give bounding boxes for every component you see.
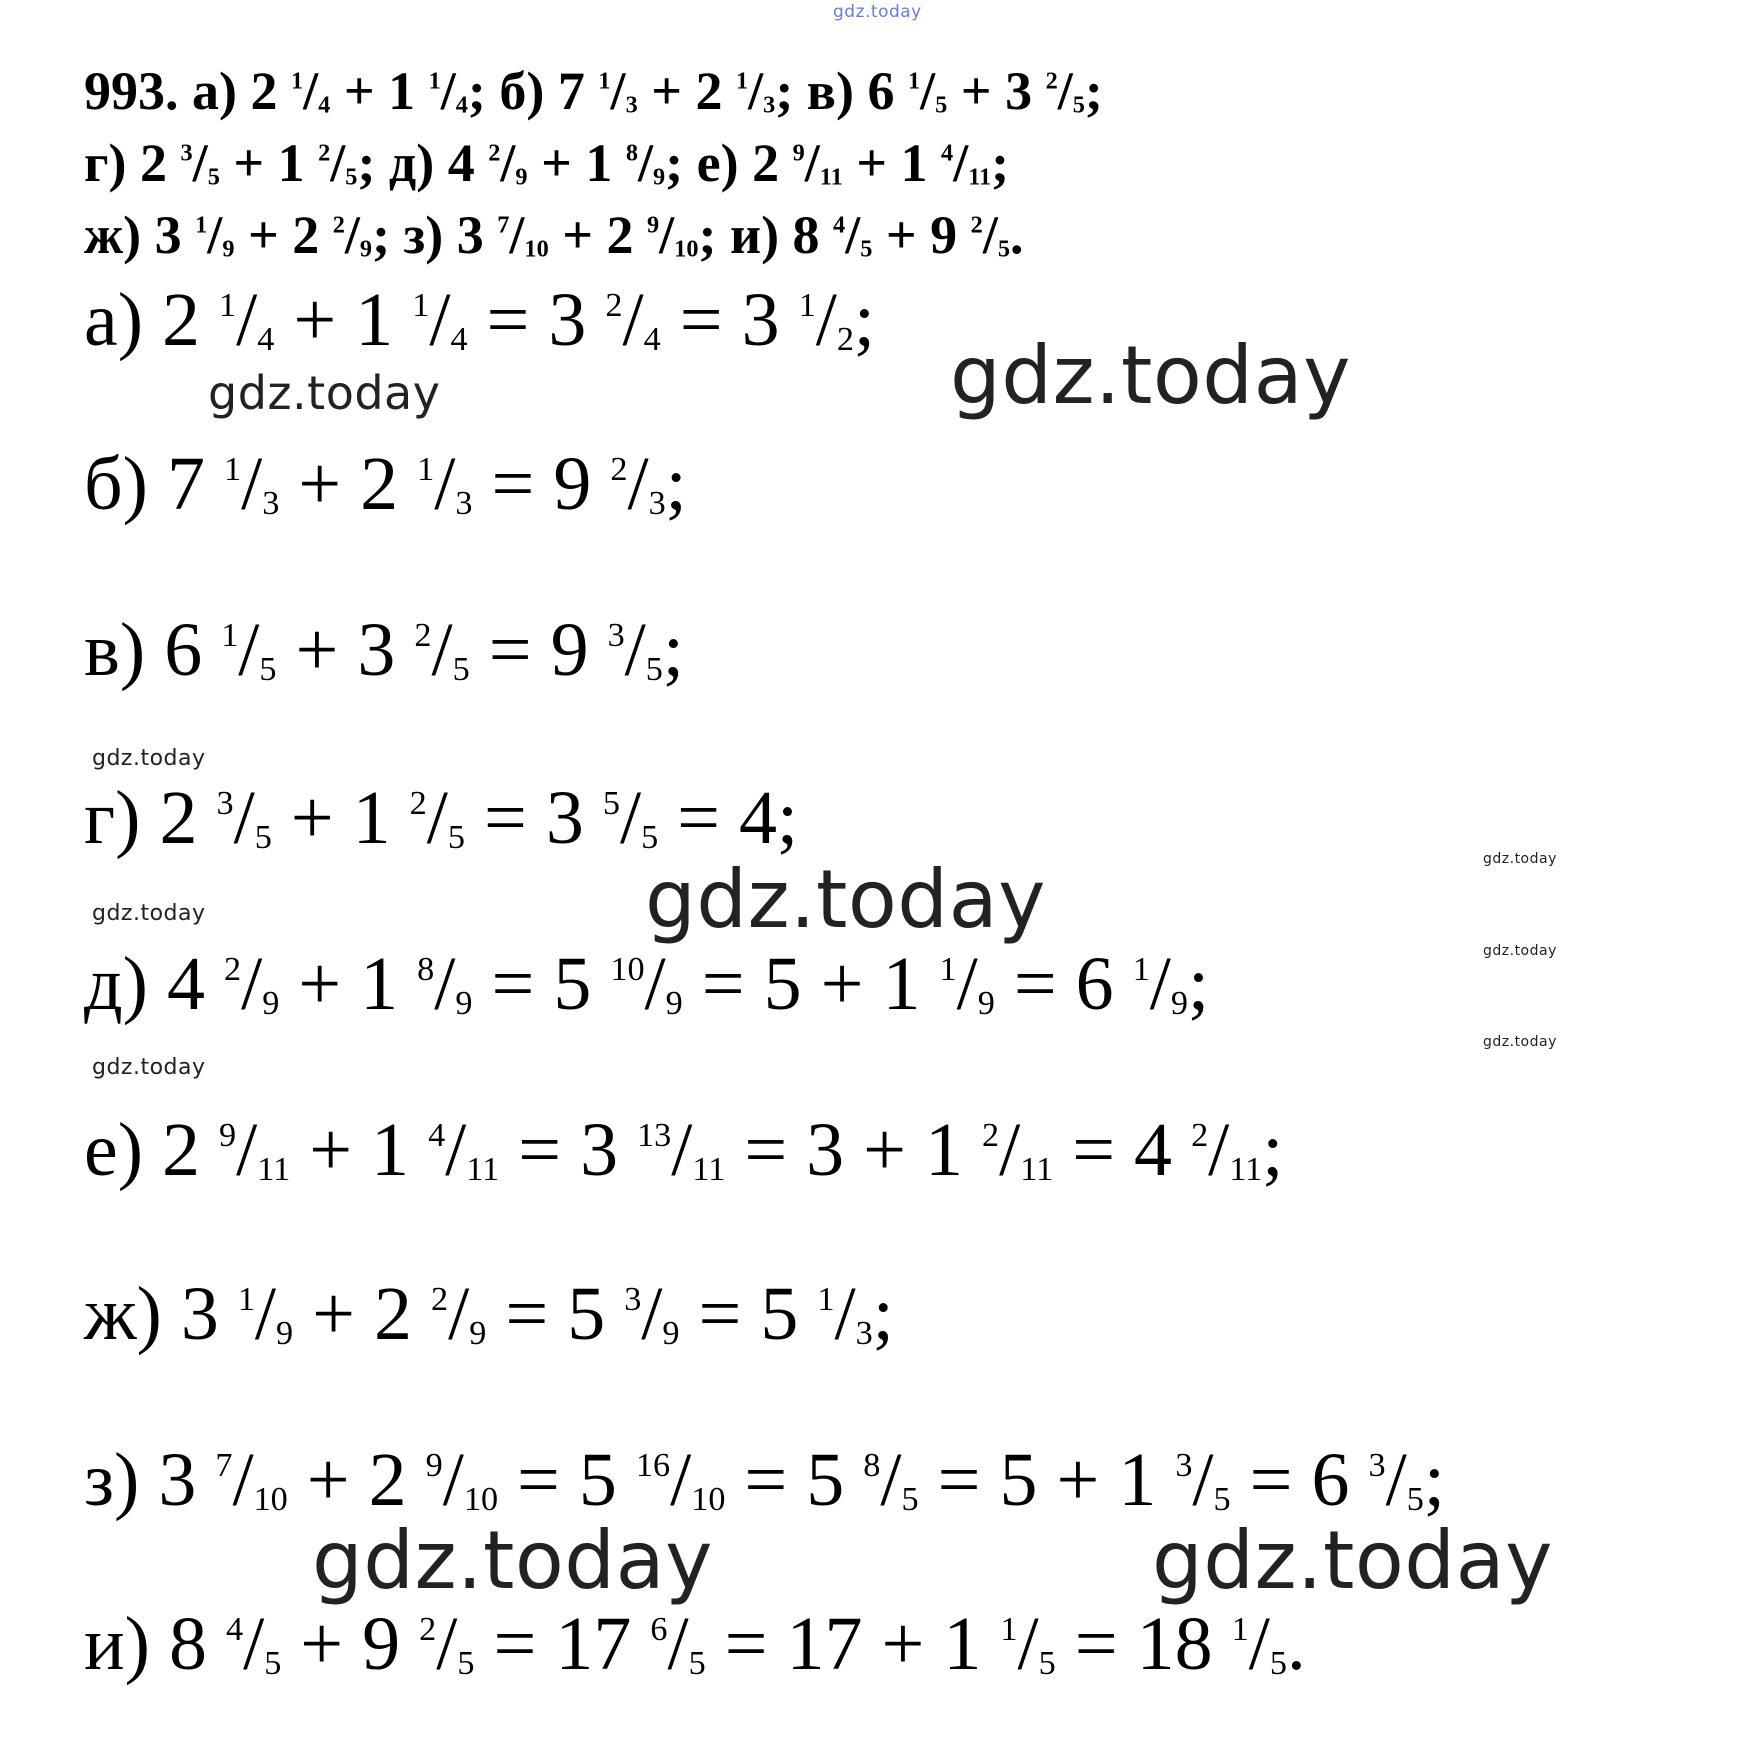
fraction-denominator: 10 <box>253 1481 288 1519</box>
fraction-slash: / <box>834 1272 856 1356</box>
fraction-numerator: 1 <box>598 67 611 95</box>
answer-i <box>84 1602 1306 1686</box>
expr-text: = 17 <box>474 1602 651 1686</box>
fraction-slash: / <box>670 1438 692 1522</box>
expr-text: б) 7 <box>84 442 224 526</box>
fraction-denominator: 9 <box>653 163 666 191</box>
fraction-slash: / <box>845 205 861 265</box>
expr-text: и) 8 <box>84 1602 226 1686</box>
expr-text: + 1 <box>279 942 418 1026</box>
task-line-3 <box>84 205 1024 265</box>
fraction-numerator: 3 <box>1175 1446 1193 1484</box>
fraction-slash: / <box>624 608 646 692</box>
fraction-slash: / <box>638 133 654 193</box>
fraction-slash: / <box>1192 1438 1214 1522</box>
answer-zh <box>84 1272 894 1356</box>
expr-text: = 5 <box>472 942 611 1026</box>
fraction-numerator: 1 <box>1132 950 1150 988</box>
expr-text: = 5 + 1 <box>682 942 940 1026</box>
watermark-small-g: gdz.today <box>92 746 206 771</box>
fraction-slash: / <box>509 205 525 265</box>
watermark-mid-a: gdz.today <box>208 366 441 420</box>
expr-text: = 5 <box>725 1438 864 1522</box>
answer-g <box>84 776 799 860</box>
expr-text: + 2 <box>548 205 647 265</box>
answer-a <box>84 278 876 362</box>
expr-text: ; <box>665 442 687 526</box>
fraction-slash: / <box>431 608 453 692</box>
fraction-denominator: 4 <box>318 91 331 119</box>
fraction-slash: / <box>627 442 649 526</box>
expr-text: + 1 <box>271 776 410 860</box>
answer-d <box>84 942 1210 1026</box>
fraction-denominator: 3 <box>262 485 280 523</box>
expr-text: + 9 <box>281 1602 420 1686</box>
expr-text: = 3 <box>660 278 799 362</box>
fraction-denominator: 5 <box>1072 91 1085 119</box>
fraction-denominator: 5 <box>254 819 272 857</box>
fraction-slash: / <box>1385 1438 1407 1522</box>
fraction-numerator: 16 <box>635 1446 671 1484</box>
fraction-slash: / <box>659 205 675 265</box>
fraction-slash: / <box>815 278 837 362</box>
expr-text: = 9 <box>469 608 608 692</box>
expr-text: ; <box>1188 942 1210 1026</box>
fraction-slash: / <box>880 1438 902 1522</box>
fraction-denominator: 10 <box>463 1481 499 1519</box>
expr-text: = 9 <box>472 442 611 526</box>
expr-text: = 5 <box>679 1272 818 1356</box>
watermark-big-g: gdz.today <box>645 853 1046 946</box>
expr-text: ; <box>991 133 1010 193</box>
fraction-denominator: 10 <box>691 1481 726 1519</box>
fraction-slash: / <box>671 1108 693 1192</box>
expr-text: д) 4 <box>84 942 224 1026</box>
fraction-slash: / <box>644 942 666 1026</box>
fraction-slash: / <box>436 1602 458 1686</box>
fraction-denominator: 5 <box>688 1645 706 1683</box>
fraction-denominator: 3 <box>455 485 473 523</box>
fraction-numerator: 8 <box>625 139 638 167</box>
expr-text: ; и) 8 <box>698 205 834 265</box>
fraction-denominator: 11 <box>968 163 992 191</box>
fraction-denominator: 5 <box>259 651 277 689</box>
answer-b <box>84 442 687 526</box>
fraction-slash: / <box>610 61 626 121</box>
fraction-numerator: 2 <box>970 211 983 239</box>
fraction-numerator: 8 <box>863 1446 881 1484</box>
fraction-denominator: 5 <box>447 819 465 857</box>
expr-text: + 9 <box>872 205 971 265</box>
fraction-denominator: 2 <box>836 321 854 359</box>
fraction-numerator: 4 <box>225 1610 244 1648</box>
expr-text: . <box>1286 1602 1306 1686</box>
expr-text: = 4; <box>658 776 799 860</box>
task-line-2 <box>84 133 1010 193</box>
expr-text: + 1 <box>527 133 626 193</box>
fraction-numerator: 9 <box>425 1446 443 1484</box>
fraction-denominator: 4 <box>643 321 661 359</box>
fraction-numerator: 1 <box>219 286 237 324</box>
fraction-denominator: 5 <box>860 235 873 263</box>
fraction-denominator: 3 <box>855 1315 873 1353</box>
fraction-denominator: 5 <box>901 1481 919 1519</box>
fraction-denominator: 9 <box>359 235 373 263</box>
fraction-numerator: 4 <box>833 211 846 239</box>
fraction-numerator: 3 <box>1368 1446 1386 1484</box>
fraction-slash: / <box>330 133 346 193</box>
expr-text: = 3 + 1 <box>725 1108 983 1192</box>
fraction-numerator: 2 <box>488 139 501 167</box>
fraction-denominator: 3 <box>625 91 638 119</box>
fraction-numerator: 1 <box>817 1280 835 1318</box>
fraction-numerator: 10 <box>610 950 645 988</box>
fraction-numerator: 2 <box>431 1280 449 1318</box>
fraction-numerator: 1 <box>798 286 816 324</box>
fraction-numerator: 5 <box>602 784 620 822</box>
fraction-slash: / <box>434 442 456 526</box>
expr-text: ; е) 2 <box>665 133 793 193</box>
fraction-slash: / <box>238 608 260 692</box>
fraction-denominator: 4 <box>450 321 468 359</box>
expr-text: = 6 <box>994 942 1133 1026</box>
fraction-slash: / <box>667 1602 689 1686</box>
fraction-numerator: 1 <box>907 67 921 95</box>
fraction-slash: / <box>303 61 319 121</box>
expr-text: ; <box>1423 1438 1445 1522</box>
fraction-slash: / <box>233 776 255 860</box>
expr-text: ; б) 7 <box>467 61 599 121</box>
fraction-numerator: 9 <box>219 1116 237 1154</box>
fraction-denominator: 5 <box>935 91 948 119</box>
fraction-denominator: 10 <box>674 235 699 263</box>
expr-text: г) 2 <box>84 133 181 193</box>
fraction-numerator: 1 <box>221 616 239 654</box>
expr-text: + 2 <box>234 205 333 265</box>
fraction-numerator: 2 <box>223 950 242 988</box>
fraction-numerator: 2 <box>1045 67 1058 95</box>
expr-text: = 6 <box>1230 1438 1369 1522</box>
fraction-denominator: 9 <box>665 985 683 1023</box>
fraction-slash: / <box>426 776 448 860</box>
watermark-big-z-right: gdz.today <box>1152 1514 1553 1607</box>
fraction-denominator: 5 <box>207 163 220 191</box>
watermark-small-d: gdz.today <box>92 901 206 926</box>
expr-text: = 5 <box>486 1272 625 1356</box>
fraction-numerator: 2 <box>409 784 427 822</box>
fraction-slash: / <box>429 278 451 362</box>
fraction-denominator: 5 <box>345 163 358 191</box>
fraction-denominator: 9 <box>262 985 280 1023</box>
watermark-big-a: gdz.today <box>950 329 1351 422</box>
fraction-numerator: 2 <box>1191 1116 1209 1154</box>
fraction-denominator: 9 <box>662 1315 680 1353</box>
fraction-numerator: 1 <box>195 211 208 239</box>
expr-text: + 2 <box>293 1272 432 1356</box>
expr-text: ; <box>662 608 685 692</box>
watermark-right-3: gdz.today <box>1483 1034 1557 1050</box>
fraction-slash: / <box>344 205 360 265</box>
expr-text: = 18 <box>1055 1602 1232 1686</box>
expr-text: ; д) 4 <box>357 133 489 193</box>
fraction-denominator: 11 <box>1020 1151 1054 1189</box>
fraction-slash: / <box>1017 1602 1039 1686</box>
expr-text: ; з) 3 <box>372 205 498 265</box>
fraction-slash: / <box>641 1272 663 1356</box>
fraction-numerator: 1 <box>237 1280 255 1318</box>
fraction-numerator: 9 <box>792 139 805 167</box>
fraction-numerator: 1 <box>412 286 430 324</box>
expr-text: + 1 <box>290 1108 429 1192</box>
expr-text: + 1 <box>842 133 942 193</box>
fraction-denominator: 5 <box>457 1645 475 1683</box>
expr-text: + 2 <box>287 1438 426 1522</box>
fraction-slash: / <box>448 1272 470 1356</box>
fraction-denominator: 4 <box>257 321 275 359</box>
expr-text: + 3 <box>276 608 415 692</box>
fraction-denominator: 3 <box>763 91 776 119</box>
watermark-right-1: gdz.today <box>1483 851 1557 867</box>
fraction-slash: / <box>241 442 263 526</box>
fraction-numerator: 1 <box>1000 1610 1018 1648</box>
fraction-numerator: 4 <box>428 1116 446 1154</box>
expr-text: г) 2 <box>84 776 217 860</box>
fraction-denominator: 5 <box>452 651 470 689</box>
fraction-slash: / <box>804 133 820 193</box>
expr-text: . <box>1009 205 1024 265</box>
expr-text: = 17 + 1 <box>705 1602 1001 1686</box>
fraction-denominator: 11 <box>692 1151 726 1189</box>
fraction-denominator: 9 <box>1170 985 1188 1023</box>
fraction-denominator: 5 <box>1269 1645 1287 1683</box>
fraction-slash: / <box>982 205 998 265</box>
fraction-slash: / <box>192 133 208 193</box>
fraction-denominator: 9 <box>455 985 473 1023</box>
fraction-numerator: 3 <box>624 1280 642 1318</box>
fraction-numerator: 2 <box>605 286 623 324</box>
expr-text: = 3 <box>467 278 606 362</box>
fraction-slash: / <box>500 133 516 193</box>
fraction-denominator: 3 <box>648 485 666 523</box>
expr-text: з) 3 <box>84 1438 216 1522</box>
fraction-numerator: 1 <box>939 950 957 988</box>
fraction-slash: / <box>254 1272 277 1356</box>
fraction-slash: / <box>434 942 456 1026</box>
fraction-numerator: 9 <box>647 211 660 239</box>
fraction-numerator: 1 <box>736 67 749 95</box>
fraction-numerator: 2 <box>414 616 432 654</box>
fraction-numerator: 6 <box>650 1610 668 1648</box>
expr-text: = 3 <box>464 776 603 860</box>
expr-text: + 2 <box>637 61 736 121</box>
fraction-numerator: 1 <box>428 67 441 95</box>
fraction-denominator: 11 <box>466 1151 500 1189</box>
expr-text: ; <box>1084 61 1103 121</box>
fraction-denominator: 5 <box>1213 1481 1231 1519</box>
watermark-right-2: gdz.today <box>1483 943 1557 959</box>
fraction-slash: / <box>1208 1108 1230 1192</box>
fraction-slash: / <box>622 278 644 362</box>
fraction-denominator: 11 <box>1229 1151 1263 1189</box>
answer-e <box>84 1108 1284 1192</box>
expr-text: в) 6 <box>84 608 222 692</box>
fraction-slash: / <box>236 278 258 362</box>
expr-text: а) 2 <box>84 278 220 362</box>
fraction-denominator: 5 <box>1406 1481 1424 1519</box>
fraction-slash: / <box>243 1602 265 1686</box>
fraction-numerator: 7 <box>215 1446 233 1484</box>
fraction-numerator: 8 <box>417 950 435 988</box>
fraction-denominator: 5 <box>264 1645 282 1683</box>
fraction-slash: / <box>207 205 223 265</box>
fraction-denominator: 9 <box>222 235 235 263</box>
expr-text: ; <box>853 278 876 362</box>
fraction-numerator: 2 <box>982 1116 1000 1154</box>
expr-text: 993. а) 2 <box>84 61 291 121</box>
fraction-slash: / <box>232 1438 254 1522</box>
expr-text: + 2 <box>279 442 418 526</box>
fraction-numerator: 1 <box>223 450 242 488</box>
fraction-numerator: 4 <box>941 139 954 167</box>
expr-text: ; <box>872 1272 894 1356</box>
fraction-numerator: 1 <box>290 67 304 95</box>
fraction-denominator: 9 <box>276 1315 294 1353</box>
watermark-top: gdz.today <box>833 2 922 22</box>
fraction-slash: / <box>1149 942 1171 1026</box>
fraction-numerator: 2 <box>318 139 331 167</box>
fraction-numerator: 3 <box>216 784 234 822</box>
watermark-big-z-left: gdz.today <box>312 1514 713 1607</box>
fraction-numerator: 1 <box>417 450 435 488</box>
fraction-slash: / <box>920 61 936 121</box>
fraction-denominator: 4 <box>455 91 468 119</box>
fraction-slash: / <box>442 1438 464 1522</box>
expr-text: + 1 <box>274 278 413 362</box>
fraction-denominator: 10 <box>524 235 549 263</box>
fraction-numerator: 2 <box>332 211 345 239</box>
fraction-slash: / <box>999 1108 1021 1192</box>
expr-text: ; <box>1262 1108 1284 1192</box>
fraction-numerator: 2 <box>610 450 628 488</box>
fraction-numerator: 7 <box>497 211 510 239</box>
expr-text: е) 2 <box>84 1108 220 1192</box>
expr-text: ж) 3 <box>84 205 196 265</box>
answer-z <box>84 1438 1445 1522</box>
expr-text: + 1 <box>330 61 429 121</box>
fraction-numerator: 3 <box>607 616 625 654</box>
fraction-denominator: 11 <box>819 163 843 191</box>
fraction-denominator: 5 <box>997 235 1010 263</box>
expr-text: = 5 <box>498 1438 636 1522</box>
fraction-numerator: 1 <box>1231 1610 1249 1648</box>
fraction-numerator: 3 <box>180 139 193 167</box>
fraction-slash: / <box>956 942 978 1026</box>
expr-text: + 3 <box>947 61 1046 121</box>
task-line-1 <box>84 61 1103 121</box>
fraction-denominator: 5 <box>641 819 659 857</box>
expr-text: ж) 3 <box>84 1272 238 1356</box>
answer-v <box>84 608 685 692</box>
fraction-denominator: 5 <box>645 651 663 689</box>
expr-text: = 4 <box>1053 1108 1192 1192</box>
expr-text: = 3 <box>499 1108 638 1192</box>
fraction-slash: / <box>619 776 642 860</box>
fraction-numerator: 13 <box>637 1116 672 1154</box>
fraction-numerator: 2 <box>419 1610 437 1648</box>
expr-text: + 1 <box>219 133 319 193</box>
fraction-slash: / <box>440 61 456 121</box>
fraction-denominator: 9 <box>469 1315 487 1353</box>
watermark-small-e: gdz.today <box>92 1055 206 1080</box>
fraction-denominator: 5 <box>1038 1645 1056 1683</box>
fraction-slash: / <box>748 61 764 121</box>
fraction-slash: / <box>445 1108 467 1192</box>
fraction-denominator: 11 <box>257 1151 291 1189</box>
fraction-denominator: 9 <box>515 163 528 191</box>
fraction-slash: / <box>1057 61 1073 121</box>
fraction-slash: / <box>953 133 969 193</box>
expr-text: = 5 + 1 <box>918 1438 1176 1522</box>
fraction-denominator: 9 <box>977 985 995 1023</box>
fraction-slash: / <box>1248 1602 1270 1686</box>
fraction-slash: / <box>241 942 263 1026</box>
fraction-slash: / <box>236 1108 258 1192</box>
expr-text: ; в) 6 <box>775 61 908 121</box>
